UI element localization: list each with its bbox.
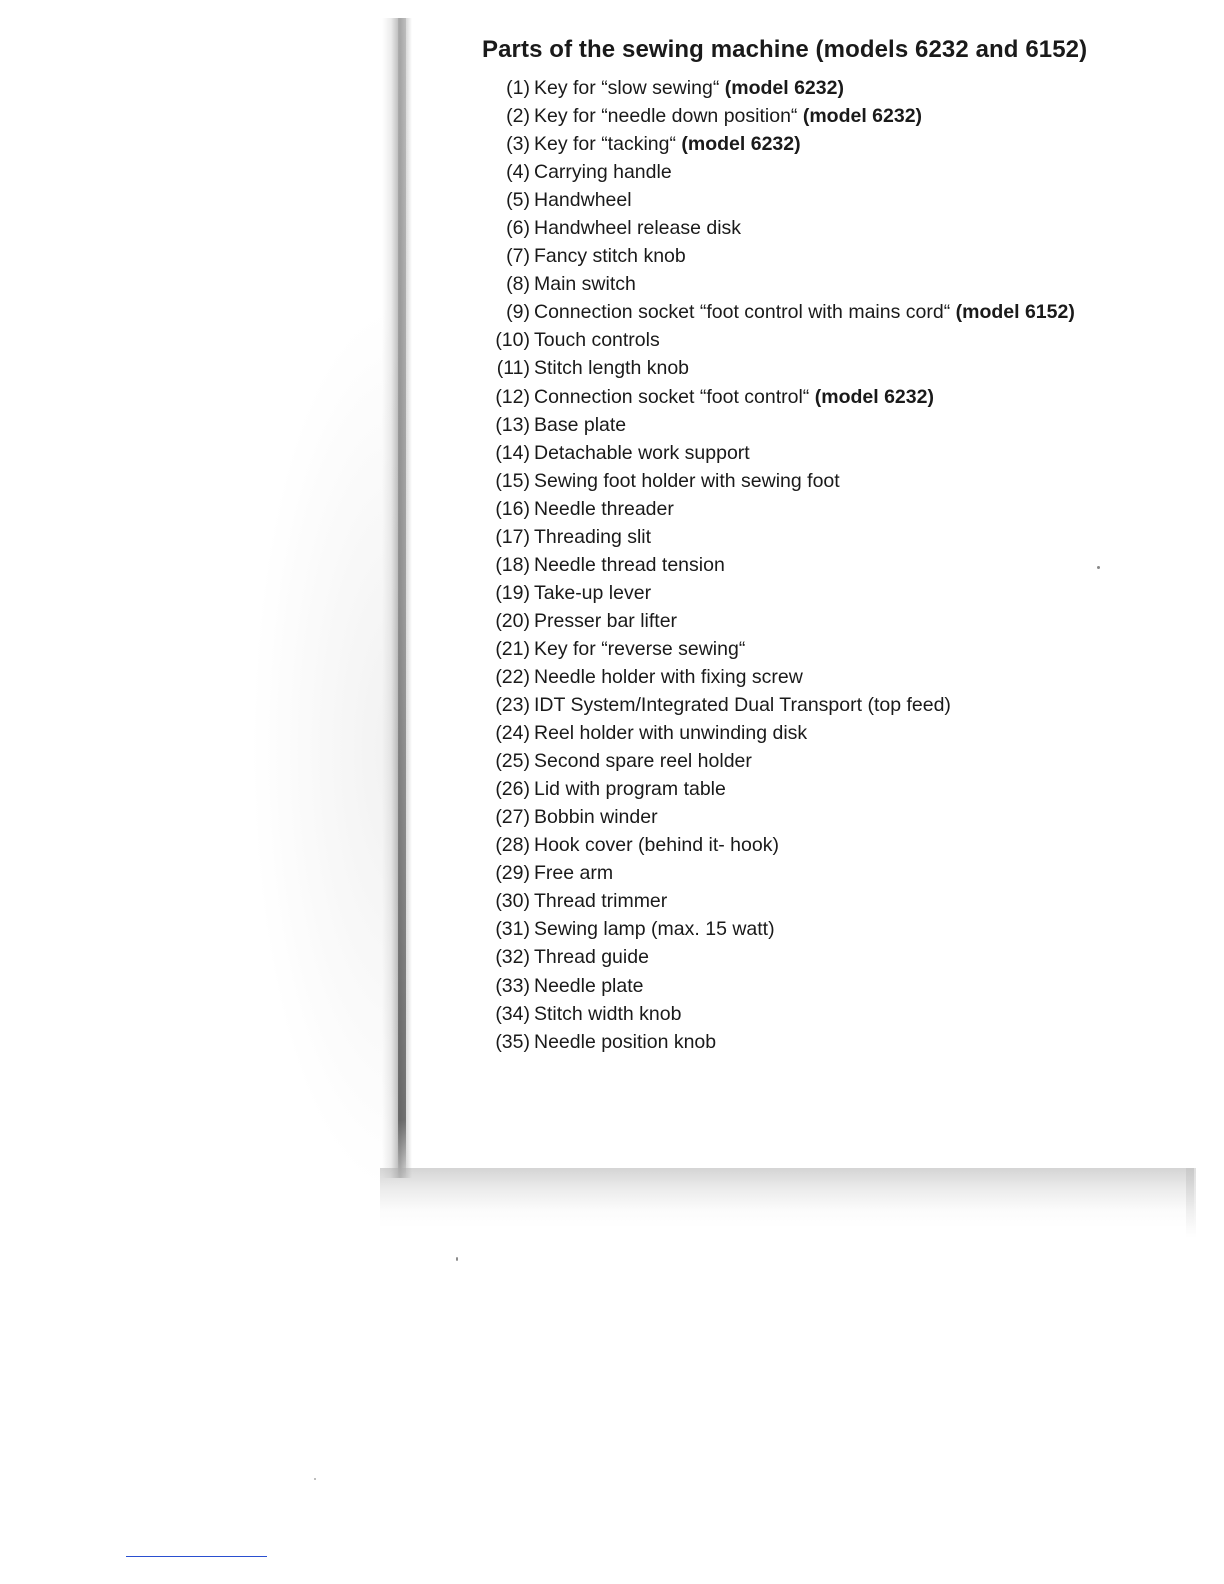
part-label — [534, 298, 1075, 326]
part-label — [534, 130, 801, 158]
list-item — [476, 298, 1075, 326]
part-label — [534, 467, 840, 495]
part-label — [534, 719, 807, 747]
list-item — [476, 102, 1075, 130]
list-item — [476, 635, 1075, 663]
part-number: (16) — [495, 497, 530, 520]
part-label — [534, 1028, 716, 1056]
part-number: (11) — [496, 357, 530, 380]
list-item — [476, 972, 1075, 1000]
list-item — [476, 383, 1075, 411]
part-number: (28) — [495, 834, 530, 857]
part-model-note: (model 6152) — [955, 301, 1075, 324]
part-number: (18) — [495, 553, 530, 576]
part-label — [534, 915, 775, 943]
parts-list — [476, 74, 1075, 1056]
part-number: (25) — [495, 750, 530, 773]
part-label-text: Main switch — [534, 273, 636, 296]
part-label — [534, 214, 741, 242]
part-label-text: Needle holder with fixing screw — [534, 665, 803, 688]
list-item — [476, 579, 1075, 607]
part-label-text: Sewing foot holder with sewing foot — [534, 469, 840, 492]
part-label-text: Threading slit — [534, 525, 652, 548]
part-label-text: Reel holder with unwinding disk — [534, 722, 808, 745]
scan-bottom-edge-shadow — [380, 1168, 1194, 1228]
part-number: (5) — [506, 189, 530, 212]
part-label — [534, 354, 689, 382]
part-number: (24) — [495, 722, 530, 745]
part-label — [534, 326, 660, 354]
part-label-text: Free arm — [534, 862, 614, 885]
part-label-text: Connection socket “foot control with mains cord“ — [534, 301, 956, 324]
part-number: (3) — [506, 133, 530, 156]
scan-page-shade — [250, 300, 400, 1200]
part-number: (29) — [495, 862, 530, 885]
part-number: (19) — [495, 581, 530, 604]
part-label — [534, 663, 803, 691]
part-number: (7) — [506, 245, 530, 268]
part-label-text: Thread guide — [534, 946, 649, 969]
part-label-text: Detachable work support — [534, 441, 750, 464]
part-label — [534, 242, 686, 270]
part-label-text: Key for “tacking“ — [534, 133, 682, 156]
list-item — [476, 943, 1075, 971]
list-item — [476, 691, 1075, 719]
part-number: (4) — [506, 161, 530, 184]
footer-link-underline[interactable] — [126, 1556, 267, 1557]
list-item — [476, 214, 1075, 242]
scan-speck — [1097, 566, 1100, 569]
list-item — [476, 831, 1075, 859]
scan-right-edge-shadow — [1186, 1168, 1196, 1238]
part-number: (20) — [495, 609, 530, 632]
list-item — [476, 130, 1075, 158]
part-number: (9) — [506, 301, 530, 324]
part-label — [534, 551, 725, 579]
part-label-text: Needle position knob — [534, 1030, 717, 1053]
list-item — [476, 607, 1075, 635]
part-label — [534, 383, 934, 411]
part-label-text: Touch controls — [534, 329, 660, 352]
list-item — [476, 74, 1075, 102]
part-label-text: Needle thread tension — [534, 553, 725, 576]
list-item — [476, 915, 1075, 943]
part-label — [534, 607, 677, 635]
part-label-text: Needle plate — [534, 974, 644, 997]
part-model-note: (model 6232) — [724, 77, 844, 99]
part-label-text: Stitch width knob — [534, 1002, 682, 1025]
list-item — [476, 887, 1075, 915]
part-label — [534, 972, 644, 1000]
part-label-text: Second spare reel holder — [534, 750, 752, 773]
part-label-text: Key for “slow sewing“ — [534, 77, 725, 99]
part-label — [534, 158, 672, 186]
part-label-text: Thread trimmer — [534, 890, 668, 913]
part-label — [534, 1000, 681, 1028]
list-item — [476, 158, 1075, 186]
list-item — [476, 411, 1075, 439]
part-label-text: Presser bar lifter — [534, 609, 678, 632]
part-label-text: Needle threader — [534, 497, 674, 520]
part-number: (15) — [495, 469, 530, 492]
part-label — [534, 102, 922, 130]
list-item — [476, 270, 1075, 298]
part-model-note: (model 6232) — [802, 105, 923, 128]
part-label — [534, 943, 649, 971]
part-label — [534, 887, 667, 915]
part-number: (13) — [495, 413, 530, 436]
part-number: (12) — [495, 385, 530, 408]
part-label — [534, 439, 750, 467]
list-item — [476, 859, 1075, 887]
part-label — [534, 270, 636, 298]
list-item — [476, 1000, 1075, 1028]
part-label — [534, 74, 844, 102]
part-label-text: Sewing lamp (max. 15 watt) — [534, 918, 775, 941]
part-number: (26) — [495, 778, 530, 801]
list-item — [476, 326, 1075, 354]
part-number: (27) — [495, 806, 530, 829]
part-label — [534, 495, 674, 523]
part-label — [534, 775, 726, 803]
part-label-text: Base plate — [534, 413, 627, 436]
list-item — [476, 719, 1075, 747]
part-label-text: Stitch length knob — [534, 357, 690, 380]
part-number: (31) — [495, 918, 530, 941]
part-label — [534, 411, 626, 439]
part-label-text: Carrying handle — [534, 161, 672, 184]
part-number: (34) — [495, 1002, 530, 1025]
part-label-text: Handwheel release disk — [534, 217, 742, 240]
part-label — [534, 691, 951, 719]
list-item — [476, 1028, 1075, 1056]
part-number: (14) — [495, 441, 530, 464]
part-number: (21) — [495, 637, 530, 660]
part-number: (8) — [506, 273, 530, 296]
part-number: (32) — [495, 946, 530, 969]
part-label-text: Lid with program table — [534, 778, 726, 801]
part-number: (2) — [506, 105, 530, 128]
page-title: Parts of the sewing machine (models 6232 and 6152) — [482, 36, 1088, 63]
part-label — [534, 186, 632, 214]
part-label — [534, 803, 658, 831]
part-label — [534, 747, 752, 775]
part-label-text: Handwheel — [534, 189, 632, 212]
part-label-text: Fancy stitch knob — [534, 245, 686, 268]
list-item — [476, 775, 1075, 803]
list-item — [476, 242, 1075, 270]
list-item — [476, 523, 1075, 551]
part-number: (22) — [495, 665, 530, 688]
part-number: (10) — [495, 329, 530, 352]
list-item — [476, 551, 1075, 579]
list-item — [476, 495, 1075, 523]
list-item — [476, 747, 1075, 775]
part-label — [534, 859, 613, 887]
list-item — [476, 467, 1075, 495]
part-label-text: Bobbin winder — [534, 806, 658, 829]
list-item — [476, 186, 1075, 214]
part-number: (35) — [495, 1030, 530, 1053]
part-number: (6) — [506, 217, 530, 240]
part-label-text: Key for “needle down position“ — [534, 105, 803, 128]
part-label-text: Hook cover (behind it- hook) — [534, 834, 779, 857]
list-item — [476, 803, 1075, 831]
part-label — [534, 579, 651, 607]
part-number: (1) — [506, 77, 530, 99]
list-item — [476, 439, 1075, 467]
part-number: (33) — [495, 974, 530, 997]
part-label-text: Key for “reverse sewing“ — [534, 637, 746, 660]
scan-speck — [314, 1478, 316, 1480]
part-label — [534, 523, 651, 551]
part-number: (30) — [495, 890, 530, 913]
part-label — [534, 635, 745, 663]
part-number: (23) — [495, 694, 530, 717]
scan-binding-edge — [398, 18, 406, 1178]
scan-binding-shadow — [382, 18, 412, 1178]
part-label-text: IDT System/Integrated Dual Transport (top feed) — [534, 694, 951, 717]
list-item — [476, 663, 1075, 691]
scan-speck — [456, 1257, 458, 1261]
part-label-text: Take-up lever — [534, 581, 652, 604]
part-number: (17) — [495, 525, 530, 548]
part-label — [534, 831, 779, 859]
list-item — [476, 354, 1075, 382]
part-label-text: Connection socket “foot control“ — [534, 385, 815, 408]
part-model-note: (model 6232) — [681, 133, 801, 156]
part-model-note: (model 6232) — [814, 385, 934, 408]
